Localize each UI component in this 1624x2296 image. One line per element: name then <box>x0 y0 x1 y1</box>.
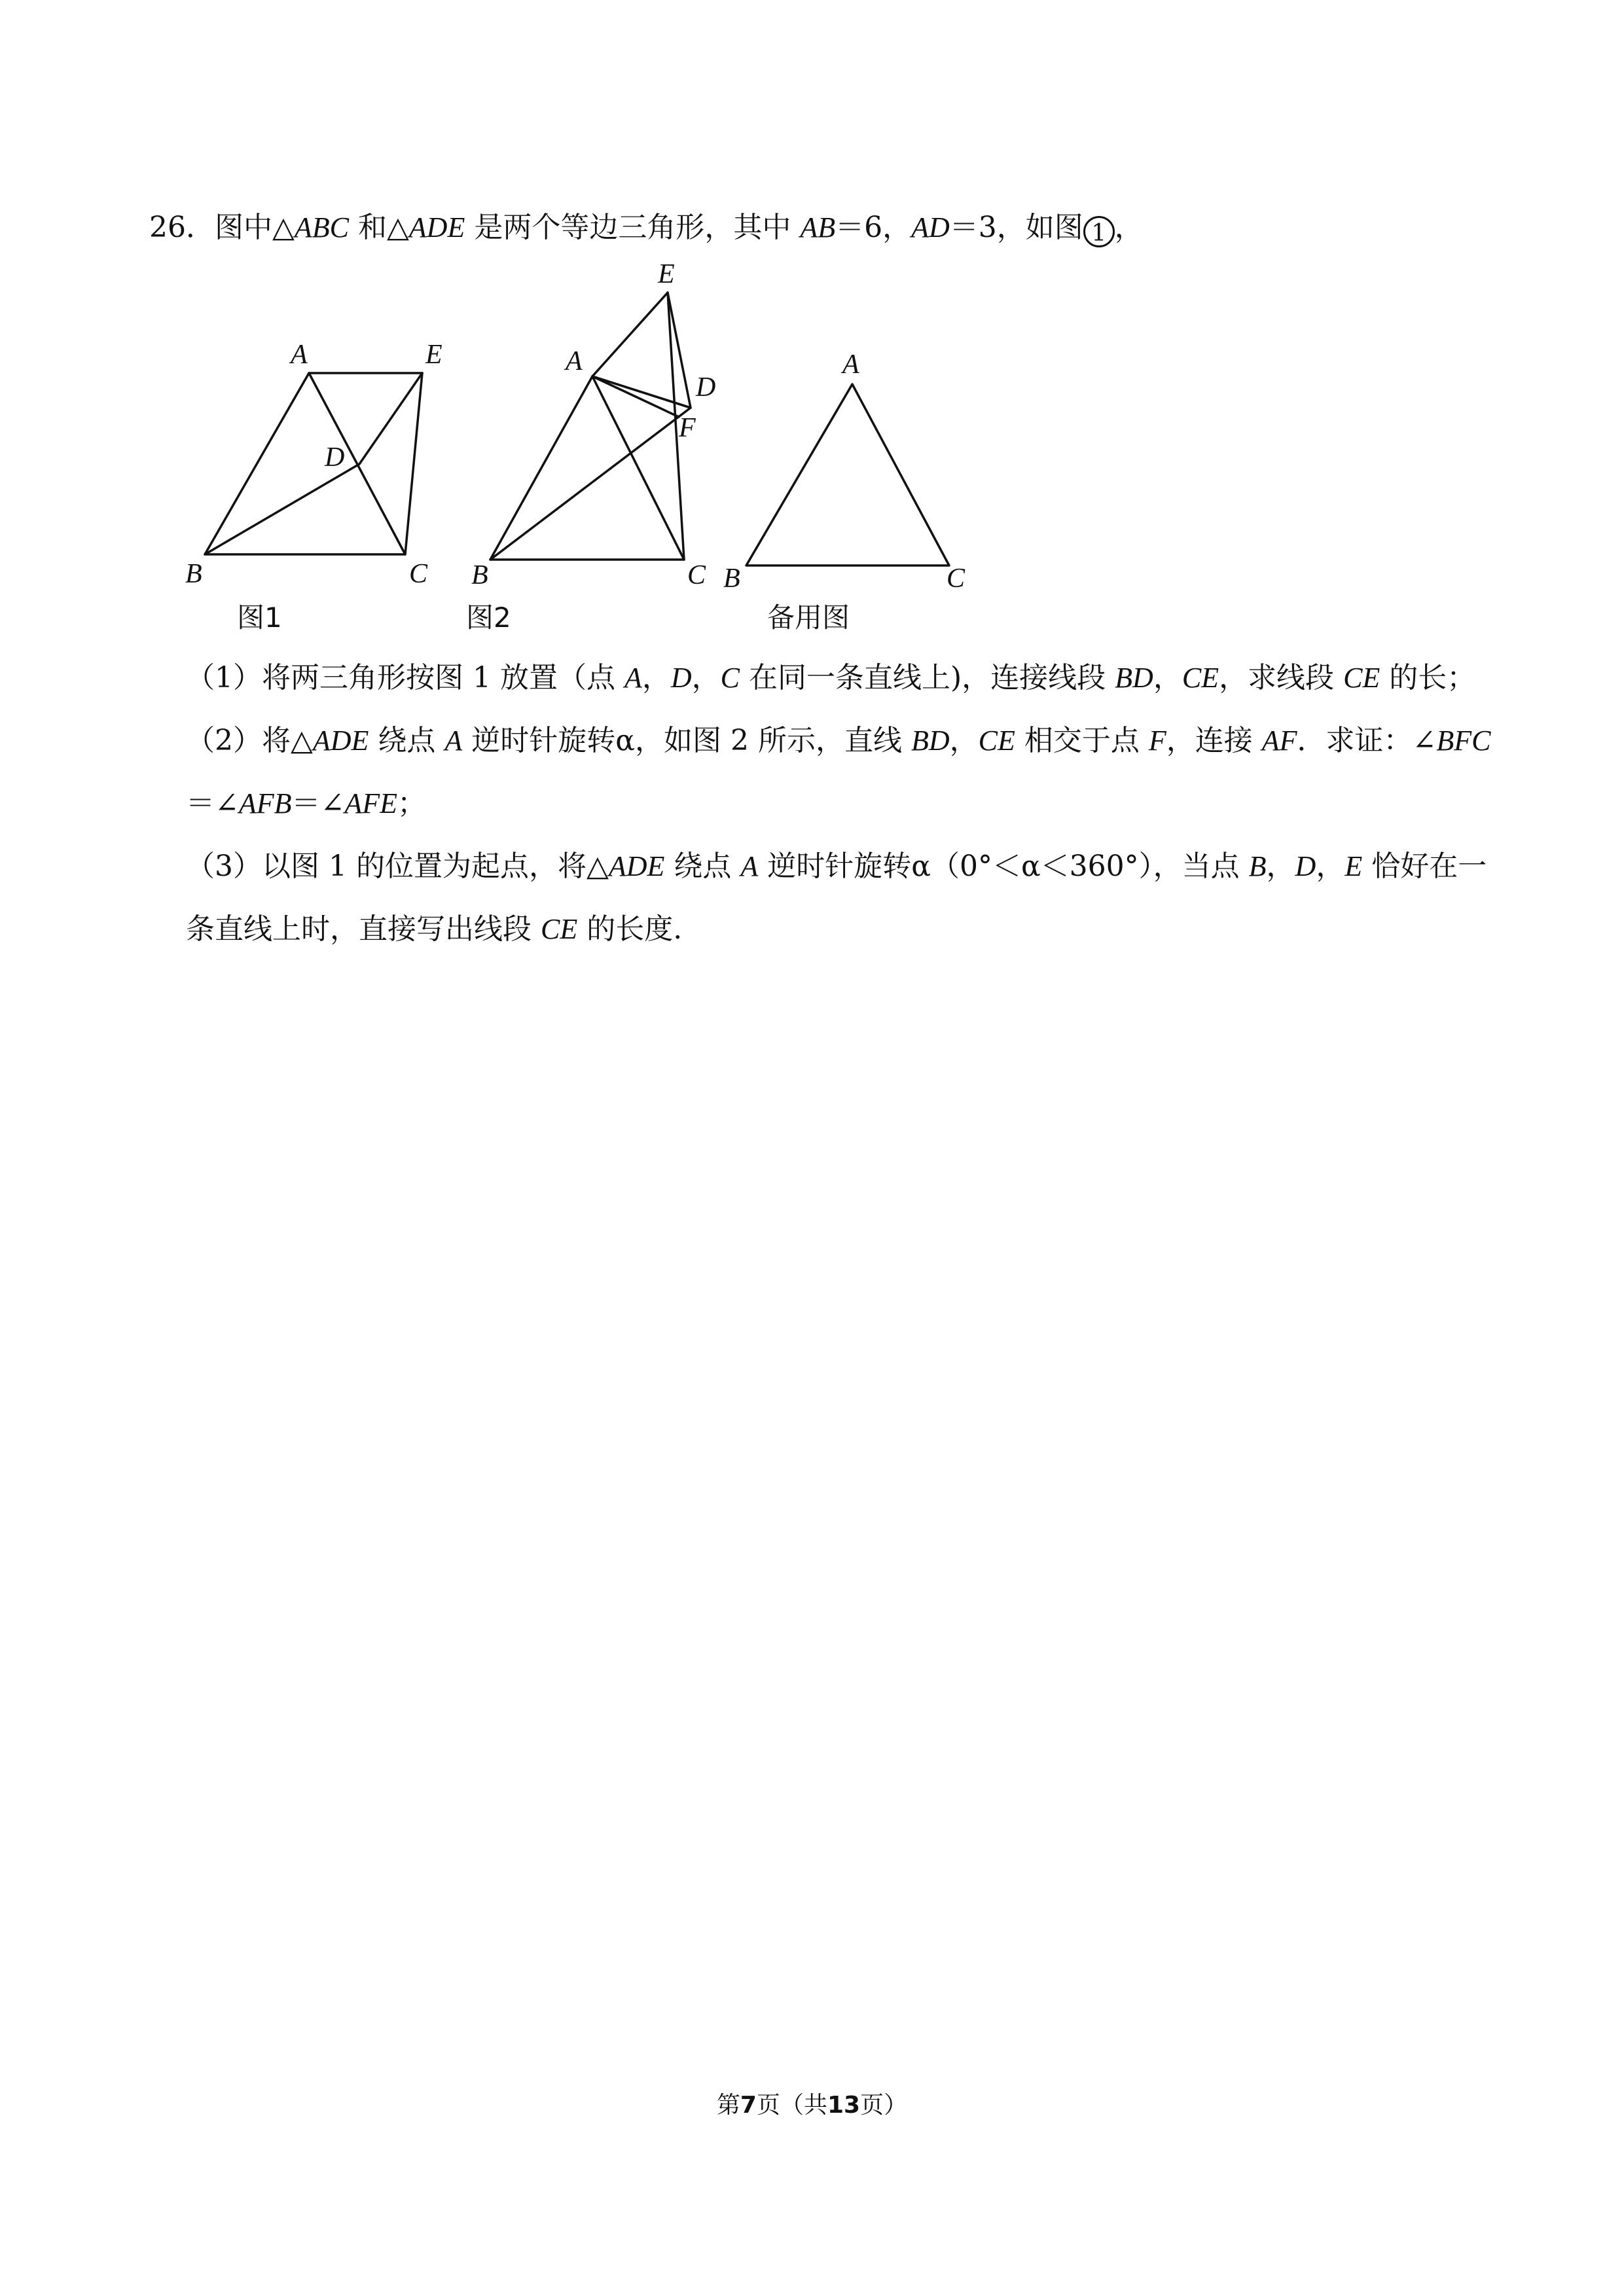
fig2-label-d: D <box>696 372 716 403</box>
fig1-label-a: A <box>291 340 308 370</box>
fig1-segment-bd <box>205 464 359 554</box>
fig3-label-c: C <box>947 564 965 594</box>
page-total: 13 <box>827 2092 861 2119</box>
fig3-label-a: A <box>842 350 859 380</box>
part-1-text: （1）将两三角形按图 1 放置（点 A，D，C 在同一条直线上)，连接线段 BD，CE，求线段 CE 的长； <box>186 661 1476 694</box>
circled-figure-number: 1 <box>1083 216 1115 247</box>
fig3-label-b: B <box>723 564 740 594</box>
page-number: 7 <box>740 2092 757 2119</box>
question-number: 26． <box>149 211 215 244</box>
figure-3-diagram <box>746 384 949 565</box>
fig3-triangle-abc <box>746 384 949 565</box>
fig1-segment-ec <box>405 373 422 554</box>
question-title: 26．图中△ABC 和△ADE 是两个等边三角形，其中 AB＝6，AD＝3，如图 1 ， <box>149 211 1144 247</box>
fig2-label-a: A <box>566 346 583 376</box>
fig2-segment-ad-extra <box>592 376 691 408</box>
fig1-label-e: E <box>425 340 442 370</box>
fig2-caption: 图2 <box>466 601 511 634</box>
fig1-segment-de <box>359 373 422 464</box>
fig2-segment-af <box>592 376 679 417</box>
part-3-text-line-2: 条直线上时，直接写出线段 CE 的长度. <box>186 912 683 946</box>
figure-1-diagram <box>205 373 422 554</box>
fig1-caption: 图1 <box>237 601 282 634</box>
fig1-label-d: D <box>325 442 345 473</box>
fig2-label-b: B <box>471 560 488 590</box>
fig2-label-c: C <box>687 560 706 590</box>
fig2-label-f: F <box>679 413 696 443</box>
fig1-label-c: C <box>409 559 428 589</box>
part-2-text-line-2: ＝∠AFB＝∠AFE； <box>186 787 427 820</box>
page-footer: 第7页（共13页） <box>716 2092 908 2119</box>
fig2-segment-bd <box>490 408 691 560</box>
fig2-triangle-abc <box>490 376 684 560</box>
fig1-triangle-abc <box>205 373 405 554</box>
figures-area <box>0 249 1624 655</box>
fig2-label-e: E <box>658 259 675 289</box>
part-3-text-line-1: （3）以图 1 的位置为起点，将△ADE 绕点 A 逆时针旋转α（0°＜α＜360°），当点 B，D，E 恰好在一 <box>186 850 1487 883</box>
part-2-text-line-1: （2）将△ADE 绕点 A 逆时针旋转α，如图 2 所示，直线 BD，CE 相交于点 F，连接 AF．求证：∠BFC <box>186 724 1491 757</box>
fig2-triangle-ade <box>592 293 691 408</box>
figure-2-diagram <box>490 293 691 560</box>
fig1-label-b: B <box>185 559 202 589</box>
fig3-caption: 备用图 <box>767 601 850 634</box>
